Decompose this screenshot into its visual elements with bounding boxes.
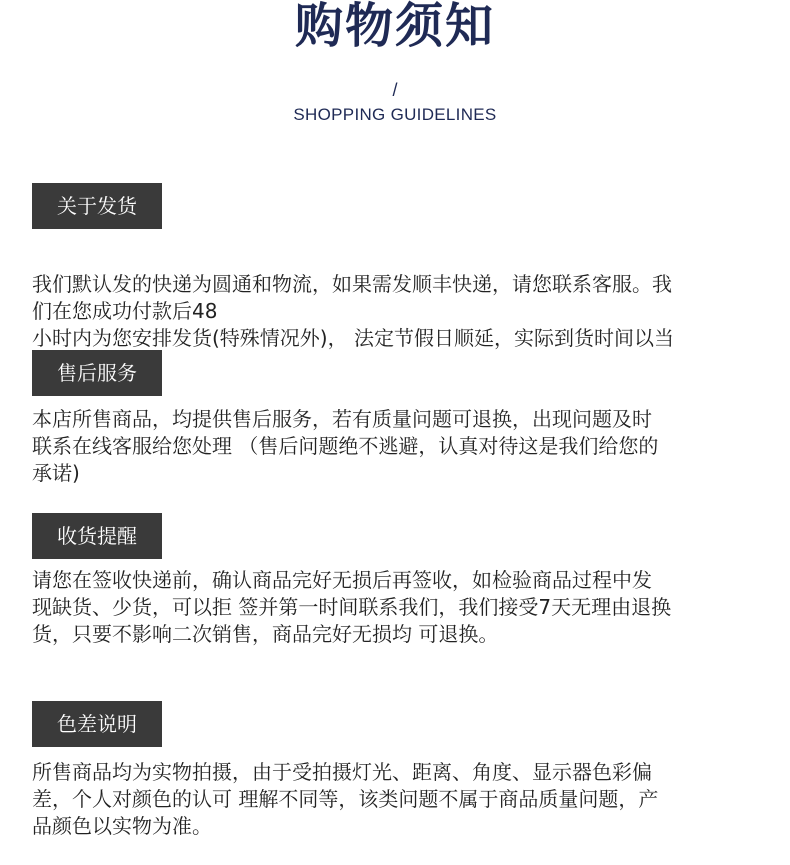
text-line: 货，只要不影响二次销售，商品完好无损均 可退换。	[32, 622, 499, 646]
section-text-shipping	[32, 271, 772, 352]
section-text-color-difference	[32, 759, 772, 840]
text-line: 现缺货、少货，可以拒 签并第一时间联系我们，我们接受7天无理由退换	[32, 595, 672, 619]
text-line: 我们默认发的快递为圆通和物流，如果需发顺丰快递，请您联系客服。我	[32, 272, 672, 296]
text-line: 本店所售商品，均提供售后服务，若有质量问题可退换，出现问题及时	[32, 407, 652, 431]
page-subtitle: SHOPPING GUIDELINES	[293, 105, 497, 124]
section-label-after-sales: 售后服务	[32, 350, 162, 396]
section-text-after-sales	[32, 406, 772, 487]
text-line: 们在您成功付款后48	[32, 299, 218, 323]
title-separator: /	[392, 80, 398, 100]
text-line: 小时内为您安排发货(特殊情况外)， 法定节假日顺延，实际到货时间以当	[32, 326, 674, 350]
text-line: 请您在签收快递前，确认商品完好无损后再签收，如检验商品过程中发	[32, 568, 652, 592]
text-line: 品颜色以实物为准。	[32, 814, 212, 838]
text-line: 承诺)	[32, 461, 80, 485]
text-line: 差，个人对颜色的认可 理解不同等，该类问题不属于商品质量问题，产	[32, 787, 659, 811]
section-label-receipt: 收货提醒	[32, 513, 162, 559]
text-line: 联系在线客服给您处理 （售后问题绝不逃避，认真对待这是我们给您的	[32, 434, 659, 458]
section-label-color-difference: 色差说明	[32, 701, 162, 747]
page-title: 购物须知	[294, 0, 495, 54]
section-text-receipt	[32, 567, 772, 648]
text-line: 所售商品均为实物拍摄，由于受拍摄灯光、距离、角度、显示器色彩偏	[32, 760, 652, 784]
section-label-shipping: 关于发货	[32, 183, 162, 229]
